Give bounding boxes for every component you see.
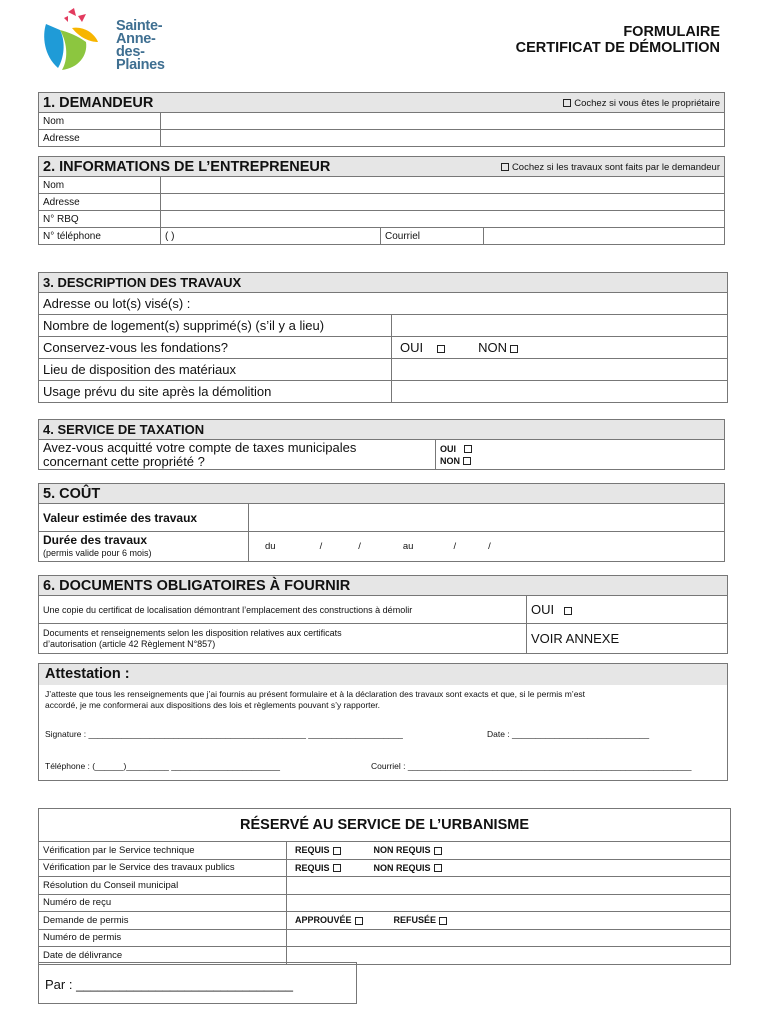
document-label: Documents et renseignements selon les disposition relatives aux certificats d’autorisation (article 42 Règlement N°857): [39, 624, 527, 654]
verif-technique-choice[interactable]: REQUIS NON REQUIS: [287, 842, 731, 860]
section-title: 2. INFORMATIONS DE L’ENTREPRENEUR: [43, 158, 331, 175]
verif-travaux-choice[interactable]: REQUIS NON REQUIS: [287, 859, 731, 877]
doc2-value: VOIR ANNEXE: [527, 624, 728, 654]
field-label: Vérification par le Service technique: [39, 842, 287, 860]
checkbox-icon: [463, 457, 471, 465]
taxation-choice[interactable]: OUI NON: [436, 440, 725, 470]
checkbox-icon: [333, 864, 341, 872]
checkbox-icon: [434, 847, 442, 855]
doc1-choice[interactable]: OUI: [527, 596, 728, 624]
logements-input[interactable]: [392, 315, 728, 337]
checkbox-icon: [434, 864, 442, 872]
field-label: Numéro de reçu: [39, 894, 287, 912]
attestation-box: [38, 663, 728, 781]
section-reserve-urbanisme: [38, 808, 731, 965]
section-title: RÉSERVÉ AU SERVICE DE L’URBANISME: [39, 809, 731, 842]
demande-permis-choice[interactable]: APPROUVÉE REFUSÉE: [287, 912, 731, 930]
field-label: Lieu de disposition des matériaux: [39, 359, 392, 381]
permis-input[interactable]: [287, 929, 731, 947]
field-label: Nom: [39, 113, 161, 130]
par-signature-field[interactable]: Par : ______________________________: [38, 962, 357, 1004]
section-taxation: [38, 419, 725, 470]
document-label: Une copie du certificat de localisation démontrant l’emplacement des constructions à démolir: [39, 596, 527, 624]
document-title: FORMULAIRE CERTIFICAT DE DÉMOLITION: [515, 24, 720, 56]
attestation-title: Attestation :: [39, 664, 727, 685]
email-input[interactable]: [484, 228, 725, 245]
field-label: Valeur estimée des travaux: [39, 504, 249, 532]
field-label: Adresse: [39, 130, 161, 147]
checkbox-icon: [510, 345, 518, 353]
field-label: N° RBQ: [39, 211, 161, 228]
nom-input[interactable]: [161, 113, 725, 130]
fondations-choice[interactable]: OUI NON: [392, 337, 728, 359]
field-label: Nom: [39, 177, 161, 194]
duree-input[interactable]: du / / au / /: [249, 532, 725, 562]
section-entrepreneur: [38, 156, 725, 245]
section-title: 3. DESCRIPTION DES TRAVAUX: [39, 273, 728, 293]
field-label: Conservez-vous les fondations?: [39, 337, 392, 359]
valeur-input[interactable]: [249, 504, 725, 532]
courriel-field[interactable]: Courriel : ____________________________________________________________: [371, 761, 692, 771]
nom-input[interactable]: [161, 177, 725, 194]
field-label: Usage prévu du site après la démolition: [39, 381, 392, 403]
signature-field[interactable]: Signature : ______________________________________________ ____________________: [45, 729, 403, 739]
field-label: Date de délivrance: [39, 947, 287, 965]
municipal-logo: [38, 6, 188, 76]
section-description: [38, 272, 728, 403]
phone-input[interactable]: ( ): [161, 228, 381, 245]
section-title: 4. SERVICE DE TAXATION: [39, 420, 725, 440]
field-label: Nombre de logement(s) supprimé(s) (s’il y a lieu): [39, 315, 392, 337]
checkbox-icon: [355, 917, 363, 925]
attestation-text: J’atteste que tous les renseignements que j’ai fournis au présent formulaire et à la déclaration des travaux sont exacts et que, si le permis m’est accordé, je me conformerai aux dispositions des lois et règlements pouvant s’y rapporter.: [45, 689, 586, 710]
section-title: 5. COÛT: [39, 484, 725, 504]
field-label: Adresse: [39, 194, 161, 211]
address-field[interactable]: Adresse ou lot(s) visé(s) :: [39, 293, 728, 315]
field-label: N° téléphone: [39, 228, 161, 245]
field-label: Demande de permis: [39, 912, 287, 930]
section-demandeur: [38, 92, 725, 147]
checkbox-icon: [439, 917, 447, 925]
field-label: Vérification par le Service des travaux publics: [39, 859, 287, 877]
logo-leaf-icon: [38, 6, 118, 76]
field-label: Durée des travaux (permis valide pour 6 mois): [39, 532, 249, 562]
section-cout: [38, 483, 725, 562]
adresse-input[interactable]: [161, 130, 725, 147]
checkbox-icon: [464, 445, 472, 453]
telephone-field[interactable]: Téléphone : (______)_________ _______________________: [45, 761, 280, 771]
usage-input[interactable]: [392, 381, 728, 403]
field-label: Numéro de permis: [39, 929, 287, 947]
field-label: Résolution du Conseil municipal: [39, 877, 287, 895]
checkbox-icon: [333, 847, 341, 855]
checkbox-icon: [564, 607, 572, 615]
lieu-input[interactable]: [392, 359, 728, 381]
checkbox-icon: [563, 99, 571, 107]
field-label: Avez-vous acquitté votre compte de taxes municipales concernant cette propriété ?: [39, 440, 436, 470]
owner-checkbox[interactable]: Cochez si vous êtes le propriétaire: [560, 98, 720, 109]
checkbox-icon: [437, 345, 445, 353]
resolution-input[interactable]: [287, 877, 731, 895]
logo-text: Sainte- Anne- des- Plaines: [116, 18, 165, 73]
self-work-checkbox[interactable]: Cochez si les travaux sont faits par le demandeur: [498, 162, 720, 173]
date-field[interactable]: Date : _____________________________: [487, 729, 650, 739]
recu-input[interactable]: [287, 894, 731, 912]
section-title: 6. DOCUMENTS OBLIGATOIRES À FOURNIR: [39, 576, 728, 596]
field-label: Courriel: [381, 228, 484, 245]
rbq-input[interactable]: [161, 211, 725, 228]
section-documents: [38, 575, 728, 654]
section-title: 1. DEMANDEUR: [43, 94, 154, 111]
adresse-input[interactable]: [161, 194, 725, 211]
checkbox-icon: [501, 163, 509, 171]
